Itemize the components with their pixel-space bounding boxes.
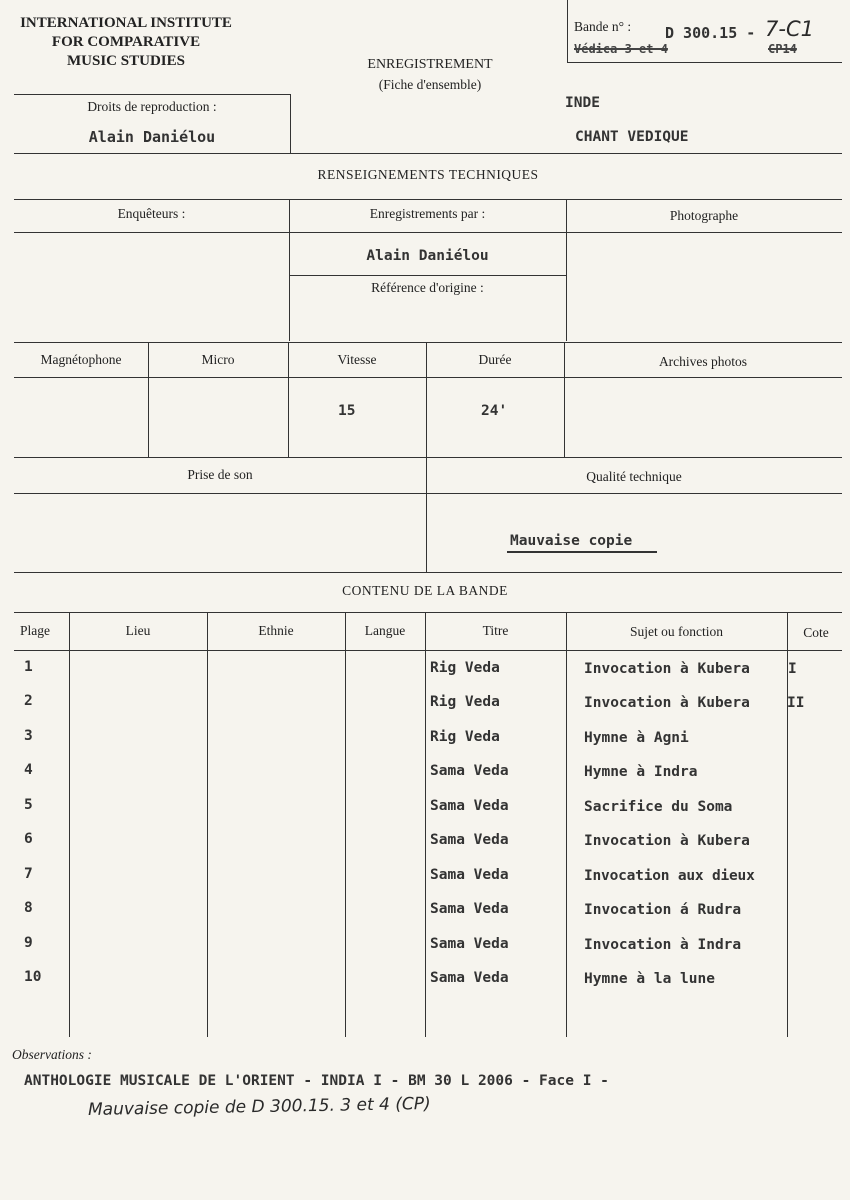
row-10-sujet: Hymne à la lune	[584, 971, 715, 987]
qualite-underline	[507, 551, 657, 553]
prise-label: Prise de son	[187, 467, 253, 482]
row-5-plage: 5	[24, 797, 33, 813]
photographe-label: Photographe	[669, 208, 739, 223]
row-4-plage: 4	[24, 762, 33, 778]
vline-ethnie	[207, 612, 208, 1037]
rule-contenu-header-bottom	[14, 650, 842, 651]
header-sujet: Sujet ou fonction	[630, 624, 723, 639]
header-langue: Langue	[364, 623, 406, 638]
region-country: INDE	[565, 95, 600, 111]
bande-box-bottom	[567, 62, 842, 63]
vline-sujet	[566, 612, 567, 1037]
rule-tech-row3-mid	[14, 493, 842, 494]
duree-value: 24'	[481, 403, 508, 419]
archives-label: Archives photos	[658, 354, 748, 369]
row-8-plage: 8	[24, 900, 33, 916]
enregistrements-value: Alain Daniélou	[366, 248, 489, 264]
row-7-sujet: Invocation aux dieux	[584, 868, 755, 884]
vline-titre	[425, 612, 426, 1037]
rule-tech-row3-top	[14, 457, 842, 458]
row-6-titre: Sama Veda	[430, 832, 509, 848]
vline-langue	[345, 612, 346, 1037]
row-6-sujet: Invocation à Kubera	[584, 833, 750, 849]
droits-value: Alain Daniélou	[88, 128, 216, 146]
bande-label: Bande n° :	[574, 19, 632, 34]
row-4-sujet: Hymne à Indra	[584, 764, 698, 780]
observations-line2: Mauvaise copie de D 300.15. 3 et 4 (CP)	[87, 1094, 431, 1120]
contenu-section-title: CONTENU DE LA BANDE	[342, 583, 508, 598]
bande-number-hand: 7-C1	[765, 17, 814, 41]
header-cote: Cote	[803, 625, 829, 640]
row-2-cote: II	[787, 695, 805, 711]
row-7-titre: Sama Veda	[430, 867, 509, 883]
institute-line1: INTERNATIONAL INSTITUTE	[20, 15, 232, 31]
row-1-sujet: Invocation à Kubera	[584, 661, 750, 677]
institute-name	[10, 14, 242, 71]
institute-line3: MUSIC STUDIES	[67, 53, 185, 69]
row-8-titre: Sama Veda	[430, 901, 509, 917]
droits-box-top	[14, 94, 290, 95]
header-plage: Plage	[20, 623, 50, 638]
row-9-titre: Sama Veda	[430, 936, 509, 952]
form-title: ENREGISTREMENT	[367, 57, 493, 72]
reference-label: Référence d'origine :	[371, 280, 484, 295]
region-genre: CHANT VEDIQUE	[575, 129, 689, 145]
row-5-titre: Sama Veda	[430, 798, 509, 814]
bande-struck-left: Védica 3 et 4	[574, 42, 668, 56]
row-1-plage: 1	[24, 659, 33, 675]
droits-label: Droits de reproduction :	[87, 99, 217, 114]
row-6-plage: 6	[24, 831, 33, 847]
header-ethnie: Ethnie	[258, 623, 294, 638]
qualite-value: Mauvaise copie	[510, 533, 633, 549]
bande-box-left	[567, 0, 568, 62]
rule-top-tech	[14, 153, 842, 154]
duree-label: Durée	[478, 352, 512, 367]
enregistrements-label: Enregistrements par :	[369, 206, 486, 221]
vline-lieu	[69, 612, 70, 1037]
institute-line2: FOR COMPARATIVE	[51, 34, 201, 50]
vitesse-value: 15	[338, 403, 356, 419]
header-titre: Titre	[482, 623, 509, 638]
row-5-sujet: Sacrifice du Soma	[584, 799, 733, 815]
rule-tech-row2-top	[14, 342, 842, 343]
row-8-sujet: Invocation á Rudra	[584, 902, 742, 918]
row-2-plage: 2	[24, 693, 33, 709]
row-3-sujet: Hymne à Agni	[584, 730, 689, 746]
magnetophone-label: Magnétophone	[40, 352, 122, 367]
row-4-titre: Sama Veda	[430, 763, 509, 779]
row-3-titre: Rig Veda	[430, 729, 500, 745]
header-lieu: Lieu	[125, 623, 151, 638]
rule-reference-top	[289, 275, 566, 276]
row-7-plage: 7	[24, 866, 33, 882]
row-2-sujet: Invocation à Kubera	[584, 695, 750, 711]
row-10-plage: 10	[24, 969, 42, 985]
qualite-label: Qualité technique	[586, 469, 682, 484]
micro-label: Micro	[201, 352, 235, 367]
observations-label: Observations :	[12, 1047, 92, 1062]
rule-tech-row1-top	[14, 199, 842, 200]
row-3-plage: 3	[24, 728, 33, 744]
rule-contenu-top	[14, 572, 842, 573]
row-9-sujet: Invocation à Indra	[584, 937, 742, 953]
rule-tech-row2-mid	[14, 377, 842, 378]
row-10-titre: Sama Veda	[430, 970, 509, 986]
observations-line1: ANTHOLOGIE MUSICALE DE L'ORIENT - INDIA I - BM 30 L 2006 - Face I -	[24, 1073, 609, 1089]
row-2-titre: Rig Veda	[430, 694, 500, 710]
rule-contenu-header-top	[14, 612, 842, 613]
row-1-cote: I	[788, 661, 797, 677]
tech-section-title: RENSEIGNEMENTS TECHNIQUES	[317, 167, 539, 182]
rule-tech-row1-bottom	[14, 232, 842, 233]
bande-number: D 300.15 -	[665, 24, 756, 42]
row-9-plage: 9	[24, 935, 33, 951]
vitesse-label: Vitesse	[337, 352, 377, 367]
droits-box-right	[290, 94, 291, 153]
enqueteurs-label: Enquêteurs :	[117, 206, 186, 221]
bande-struck-right: CP14	[768, 42, 797, 56]
form-subtitle: (Fiche d'ensemble)	[378, 77, 482, 92]
row-1-titre: Rig Veda	[430, 660, 500, 676]
